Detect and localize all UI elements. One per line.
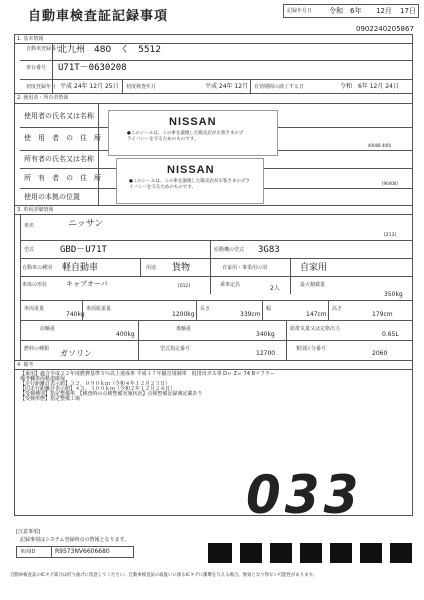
ic-mark [270, 543, 292, 563]
address-code-2: [90400] [382, 181, 398, 186]
maker-label: 車名 [24, 223, 35, 229]
chassis-label: 車台番号 [26, 65, 47, 71]
vehicle-kind-label: 自動車の種別 [22, 265, 53, 271]
remark-line: 【走行距離計表示値】３２，０９０ｋｍ（令和４年１２月２３日） [20, 381, 171, 387]
reg-number-value: 北九州 480 く 5512 [58, 45, 162, 55]
ic-mark [208, 543, 232, 563]
first-inspect-label: 初度検査年月 [126, 84, 157, 90]
remark-line: 【乗用】適合平成２２年度燃費基準５％以上達成車 平成１７年騒音規制車 低排出ガス車 Dｅ Zｅ 74 Bマフラー [20, 371, 276, 377]
max-load-label: 最大積載量 [300, 282, 326, 288]
reg-number-label: 自動車登録番号 [26, 46, 62, 52]
ic-mark [360, 543, 382, 563]
record-date-era: 令和 [329, 7, 343, 15]
rear-axle-value: 340kg [256, 331, 275, 338]
max-load-value: 350kg [384, 291, 403, 298]
document-title: 自動車検査証記録事項 [28, 9, 169, 24]
chassis-value: U71T－0630208 [58, 63, 127, 73]
vehicle-kind-value: 軽自動車 [62, 263, 99, 273]
section-vehicle-title: 3. 車両詳細情報 [17, 207, 54, 213]
remark-line: 【受検形態】指定整備工場 [20, 396, 81, 402]
capacity-value: 2人 [270, 285, 280, 292]
main-frame [14, 34, 413, 516]
remark-line: 【旧走行距離計表示値】４５，３００ｋｍ（令和２年１２月２４日） [20, 386, 176, 392]
record-date-label: 記録年月日 [287, 8, 313, 14]
user-address-label: 使 用 者 の 住 所 [24, 134, 101, 142]
body-shape-value: キャブオーバ [66, 280, 108, 288]
privacy-sticker-1 [108, 110, 278, 156]
privacy-sticker-2 [116, 158, 264, 204]
first-reg-value: 平成 24年 12月 25日 [60, 83, 119, 90]
notice-line: 記録事項はシステム登録時点の情報となります。 [20, 537, 130, 543]
sticker-notice: ●このシールは、この車を譲渡した販売店がお客さまのプライバシーを守るためのものです。 [129, 179, 250, 190]
fuel-value: ガソリン [60, 349, 92, 358]
use-value: 貨物 [172, 263, 191, 273]
engine-model-label: 原動機の型式 [214, 247, 245, 253]
model-value: GBD－U71T [60, 245, 107, 255]
section-basic-title: 1. 基本情報 [17, 36, 44, 42]
model-label: 型式 [24, 247, 35, 253]
gross-weight-label: 車両総重量 [86, 306, 112, 312]
length-value: 339cm [240, 311, 261, 318]
business-use-value: 自家用 [300, 263, 328, 273]
first-inspect-value: 平成 24年 12月 [205, 83, 249, 90]
expiry-label: 有効期間の満了する日 [254, 84, 305, 90]
weight-label: 車両重量 [24, 306, 45, 312]
front-axle-label: 前軸重 [40, 326, 56, 332]
expiry-value: 令和 6年 12月 24日 [340, 83, 399, 90]
sticker-notice: ●このシールは、この車を譲渡した販売店がお客さまのプライバシーを守るためのものです。 [127, 131, 244, 142]
front-axle-value: 400kg [116, 331, 135, 338]
width-value: 147cm [306, 311, 327, 318]
height-value: 179cm [372, 311, 393, 318]
ic-mark [300, 543, 322, 563]
body-shape-label: 車体の形状 [22, 282, 48, 288]
section-remarks-title: 4. 備考 [17, 362, 34, 368]
remark-line: 【受検種別】指定整備車 【検査時の点検整備実施状況】点検整備記録簿記載あり [20, 391, 203, 397]
owner-name-label: 所有者の氏名又は名称 [24, 155, 94, 163]
height-label: 高さ [332, 306, 343, 312]
class-number-value: 2060 [372, 350, 388, 357]
user-name-label: 使用者の氏名又は名称 [24, 112, 94, 120]
owner-address-label: 所 有 者 の 住 所 [24, 174, 101, 182]
business-use-label: 自家用・事業用の別 [222, 265, 268, 271]
type-number-label: 型式指定番号 [160, 346, 191, 352]
record-date-year: 6年 [350, 7, 362, 15]
engine-model-value: 3G83 [258, 245, 280, 255]
base-location-label: 使用の本拠の位置 [24, 193, 80, 201]
use-label: 用途 [146, 265, 157, 271]
class-number-label: 類別区分番号 [296, 346, 327, 352]
vehicle-id-label: 車両ID [20, 549, 36, 555]
nissan-logo: NISSAN [169, 116, 217, 128]
maker-value: ニッサン [68, 219, 104, 229]
vehicle-id-box [16, 546, 134, 558]
address-code-1: 40008 400) [368, 143, 392, 148]
capacity-label: 乗車定員 [220, 282, 241, 288]
rear-axle-label: 後軸重 [176, 326, 192, 332]
fuel-label: 燃料の種類 [24, 346, 50, 352]
notice-title: [注意事項] [16, 529, 40, 535]
record-date-box [283, 4, 419, 18]
section-owner-title: 2. 使用者・所有者情報 [17, 95, 69, 101]
gross-weight-value: 1200kg [172, 311, 195, 318]
length-label: 長さ [200, 306, 211, 312]
displacement-value: 0.65L [382, 331, 399, 338]
serial-number: 0902240205867 [356, 25, 414, 33]
width-label: 幅 [266, 306, 272, 312]
ic-mark [330, 543, 352, 563]
record-date-day: 17日 [400, 7, 416, 15]
remark-line: 備考欄車両軌道確保 [20, 376, 66, 382]
nissan-logo: NISSAN [167, 164, 215, 176]
type-number-value: 12700 [256, 350, 276, 357]
ic-mark [240, 543, 262, 563]
first-reg-label: 初度登録年月 [26, 84, 57, 90]
handwritten-number: 033 [246, 464, 363, 526]
record-date-month: 12月 [376, 7, 392, 15]
bottom-notice: 自動車検査証のICタグ部分は折り曲げに留意してください。自動車検査証の取扱いに係るICタグに衝撃を与える場合、無効となり得ない可能性があります。 [10, 573, 317, 578]
maker-code: [213] [384, 233, 397, 238]
vehicle-id-value: R9573NV6606680 [55, 548, 110, 555]
remarks-list [20, 372, 400, 402]
body-shape-code: [012] [178, 284, 191, 289]
displacement-label: 総排気量又は定格出力 [290, 326, 341, 332]
weight-value: 740kg [66, 311, 85, 318]
ic-mark [390, 543, 412, 563]
